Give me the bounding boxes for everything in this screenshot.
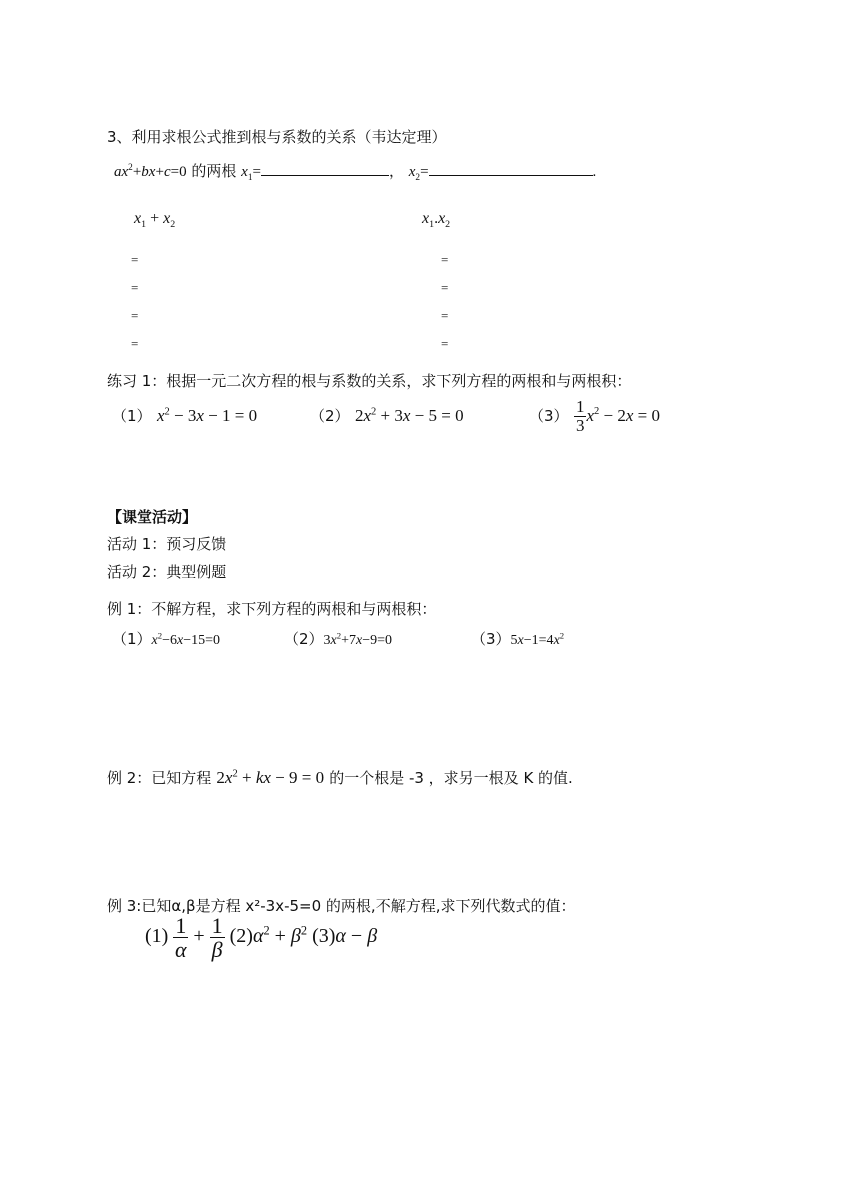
exercise1-item-3: （3） $\frac{1}{3}$ $x^2 - 2x = 0$	[529, 397, 660, 435]
fraction-one-over-beta: $\frac{1}{\beta}$	[211, 913, 223, 963]
example3-part2-label: (2)	[229, 925, 253, 948]
x2-answer-blank[interactable]	[429, 161, 593, 176]
example2-prefix: 例 2：已知方程	[107, 769, 212, 787]
example1-item-1: $(1)x^2-6x-15=0$	[112, 630, 221, 648]
product-eq-2: =	[441, 280, 449, 295]
product-header: $x_1.x_2$	[422, 210, 451, 231]
fraction-one-over-alpha: $\frac{1}{\alpha}$	[175, 913, 187, 963]
two-roots-label: 的两根	[191, 162, 237, 180]
example1-item-2: $(2)3x^2+7x-9=0$	[284, 630, 393, 648]
activity-1: 活动 1：预习反馈	[107, 535, 227, 553]
exercise1-title: 练习 1：根据一元二次方程的根与系数的关系，求下列方程的两根和与两根积：	[107, 372, 632, 390]
sum-header: $x_1 + x_2$	[134, 210, 176, 231]
period: .	[592, 164, 597, 180]
product-eq-1: =	[441, 252, 449, 267]
example2-line: 例 2：已知方程 $2x^2$ + kx − 9 = 0 的一个根是 -3 ，求另一根及 K 的值.	[107, 768, 573, 787]
activity-2: 活动 2：典型例题	[107, 563, 227, 581]
section3-title: 3、利用求根公式推到根与系数的关系（韦达定理）	[107, 128, 447, 146]
sum-eq-2: =	[131, 280, 139, 295]
exercise1-item-1: （1） $x^2 - 3x - 1 = 0$	[112, 406, 258, 425]
x1-answer-blank[interactable]	[261, 161, 389, 176]
example3-part3-label: (3)	[312, 925, 336, 948]
fraction-one-third: $\frac{1}{3}$	[575, 397, 585, 435]
example3-expressions: (1) $\frac{1}{\alpha}$ + $\frac{1}{\beta}$ $(2)\alpha^2 + \beta^2$ (3)α − β	[145, 913, 378, 963]
sum-eq-4: =	[131, 336, 139, 351]
example2-suffix: 的一个根是 -3 ，求另一根及 K 的值.	[329, 769, 573, 787]
sum-eq-3: =	[131, 308, 139, 323]
example3-title: 例 3:已知α,β是方程 x²-3x-5=0 的两根,不解方程,求下列代数式的值：	[107, 897, 576, 915]
classroom-heading: 【课堂活动】	[107, 508, 198, 526]
section3-roots-line: $ax^2+bx+c=0$ 的两根 $x_1=$ ， $x_2=$ .	[114, 162, 597, 183]
sum-eq-1: =	[131, 252, 139, 267]
product-eq-3: =	[441, 308, 449, 323]
example1-title: 例 1：不解方程，求下列方程的两根和与两根积：	[107, 600, 437, 618]
product-eq-4: =	[441, 336, 449, 351]
example1-item-3: $(3)5x-1=4x^2$	[471, 630, 565, 648]
exercise1-item-2: （2） $2x^2 + 3x - 5 = 0$	[310, 406, 464, 425]
example3-part1-label: (1)	[145, 925, 169, 948]
